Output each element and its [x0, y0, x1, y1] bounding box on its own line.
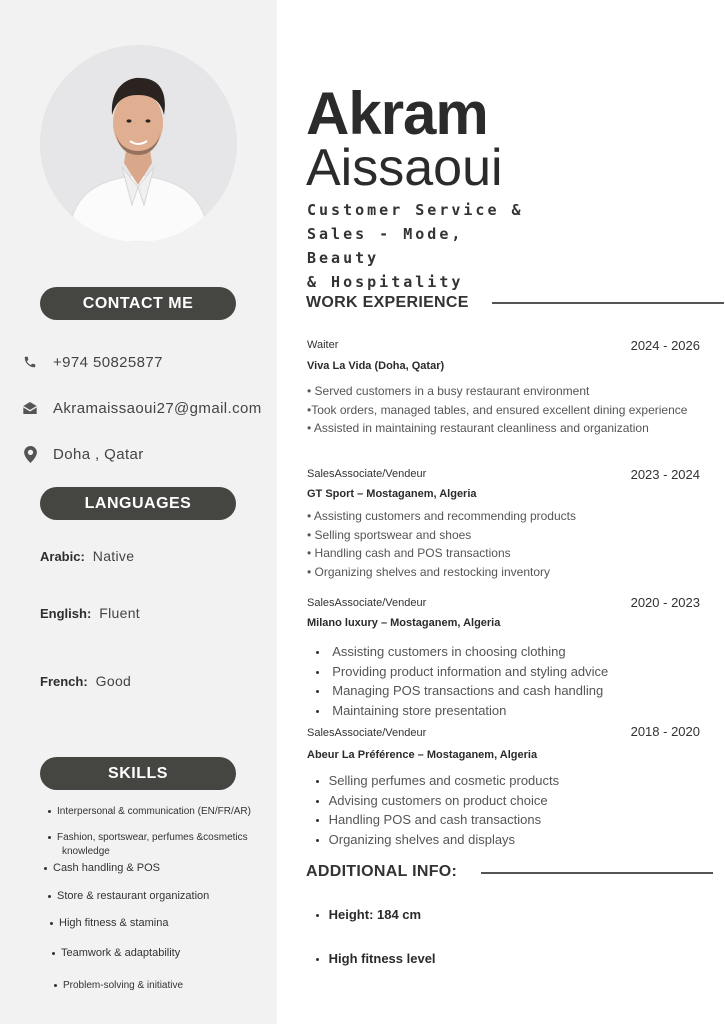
skill-item: [54, 980, 183, 991]
job-description: [307, 507, 576, 581]
first-name: Akram: [306, 80, 488, 147]
location-pin-icon: [20, 444, 40, 464]
job-title: [307, 198, 537, 294]
contact-header: CONTACT ME: [40, 287, 236, 320]
language-name: Arabic:: [40, 549, 85, 564]
job-company: Viva La Vida (Doha, Qatar): [307, 360, 445, 372]
job-company: GT Sport – Mostaganem, Algeria: [307, 488, 477, 500]
job-dates: 2023 - 2024: [630, 467, 700, 482]
job-role: SalesAssociate/Vendeur: [307, 468, 427, 480]
job-bullet: • Assisted in maintaining restaurant cleanliness and organization: [307, 421, 649, 435]
job-bullet: •Took orders, managed tables, and ensured excellent dining experience: [307, 402, 688, 417]
phone-icon: [20, 352, 40, 372]
location-text: Doha , Qatar: [53, 445, 144, 463]
skill-item: [52, 947, 180, 959]
job-description: [316, 642, 608, 720]
phone-number: +974 50825877: [53, 353, 163, 371]
job-title-line: & Hospitality: [307, 273, 464, 291]
job-bullet: Maintaining store presentation: [316, 701, 608, 721]
skill-item: [48, 832, 248, 843]
job-title-line: Customer Service &: [307, 201, 524, 219]
language-english: [40, 605, 140, 621]
section-divider: [492, 302, 724, 304]
language-name: French:: [40, 674, 88, 689]
mail-icon: [20, 398, 40, 418]
job-bullet: • Assisting customers and recommending products: [307, 509, 576, 523]
job-role: Waiter: [307, 339, 339, 351]
language-name: English:: [40, 606, 92, 621]
job-role: SalesAssociate/Vendeur: [307, 597, 427, 609]
skills-header: SKILLS: [40, 757, 236, 790]
skill-item-continued: knowledge: [62, 846, 110, 857]
additional-item-fitness: High fitness level: [316, 951, 436, 966]
contact-phone[interactable]: [20, 350, 163, 374]
person-photo-illustration: [40, 45, 237, 242]
job-title-line: Sales - Mode, Beauty: [307, 225, 464, 267]
language-level: Fluent: [99, 605, 140, 621]
contact-location: [20, 442, 144, 466]
skill-item: [48, 806, 251, 817]
skill-text: Problem-solving & initiative: [63, 980, 184, 991]
job-bullet: • Handling cash and POS transactions: [307, 546, 511, 560]
language-arabic: [40, 548, 134, 564]
skill-item: [44, 862, 160, 874]
job-bullet: Selling perfumes and cosmetic products: [316, 771, 559, 791]
last-name: Aissaoui: [306, 139, 503, 197]
job-dates: 2024 - 2026: [630, 338, 700, 353]
job-bullet: Advising customers on product choice: [316, 791, 559, 811]
language-level: Good: [95, 673, 132, 689]
skill-item: [48, 890, 209, 902]
job-dates: 2018 - 2020: [630, 724, 700, 739]
sidebar: [0, 0, 277, 1024]
skill-text: High fitness & stamina: [59, 917, 169, 929]
contact-email[interactable]: [20, 396, 262, 420]
profile-photo: [40, 45, 237, 242]
skill-text: Fashion, sportswear, perfumes &cosmetics: [57, 832, 248, 843]
job-bullet: Organizing shelves and displays: [316, 830, 559, 850]
job-bullet: • Selling sportswear and shoes: [307, 527, 472, 542]
skill-text: Store & restaurant organization: [57, 890, 210, 902]
job-description: [316, 771, 559, 849]
work-experience-header: WORK EXPERIENCE: [306, 294, 469, 311]
additional-info-header: ADDITIONAL INFO:: [306, 863, 458, 880]
job-bullet: • Served customers in a busy restaurant environment: [307, 384, 590, 398]
job-role: SalesAssociate/Vendeur: [307, 727, 427, 739]
job-bullet: Providing product information and styling advice: [316, 662, 608, 682]
skill-text: Cash handling & POS: [53, 862, 161, 874]
section-divider: [481, 872, 713, 874]
skill-text: Interpersonal & communication (EN/FR/AR): [57, 806, 251, 817]
languages-header: LANGUAGES: [40, 487, 236, 520]
job-bullet: Assisting customers in choosing clothing: [316, 642, 608, 662]
language-french: [40, 673, 131, 689]
job-company: Abeur La Préférence – Mostaganem, Algeria: [307, 749, 538, 761]
job-company: Milano luxury – Mostaganem, Algeria: [307, 617, 501, 629]
language-level: Native: [92, 548, 135, 564]
email-address: Akramaissaoui27@gmail.com: [53, 399, 262, 417]
job-bullet: • Organizing shelves and restocking inventory: [307, 564, 550, 579]
job-description: [307, 382, 697, 438]
job-bullet: Managing POS transactions and cash handling: [316, 681, 608, 701]
job-bullet: Handling POS and cash transactions: [316, 810, 559, 830]
additional-item-height: Height: 184 cm: [316, 907, 421, 922]
job-dates: 2020 - 2023: [630, 595, 700, 610]
skill-item: [50, 917, 168, 929]
skill-text: Teamwork & adaptability: [61, 947, 181, 959]
